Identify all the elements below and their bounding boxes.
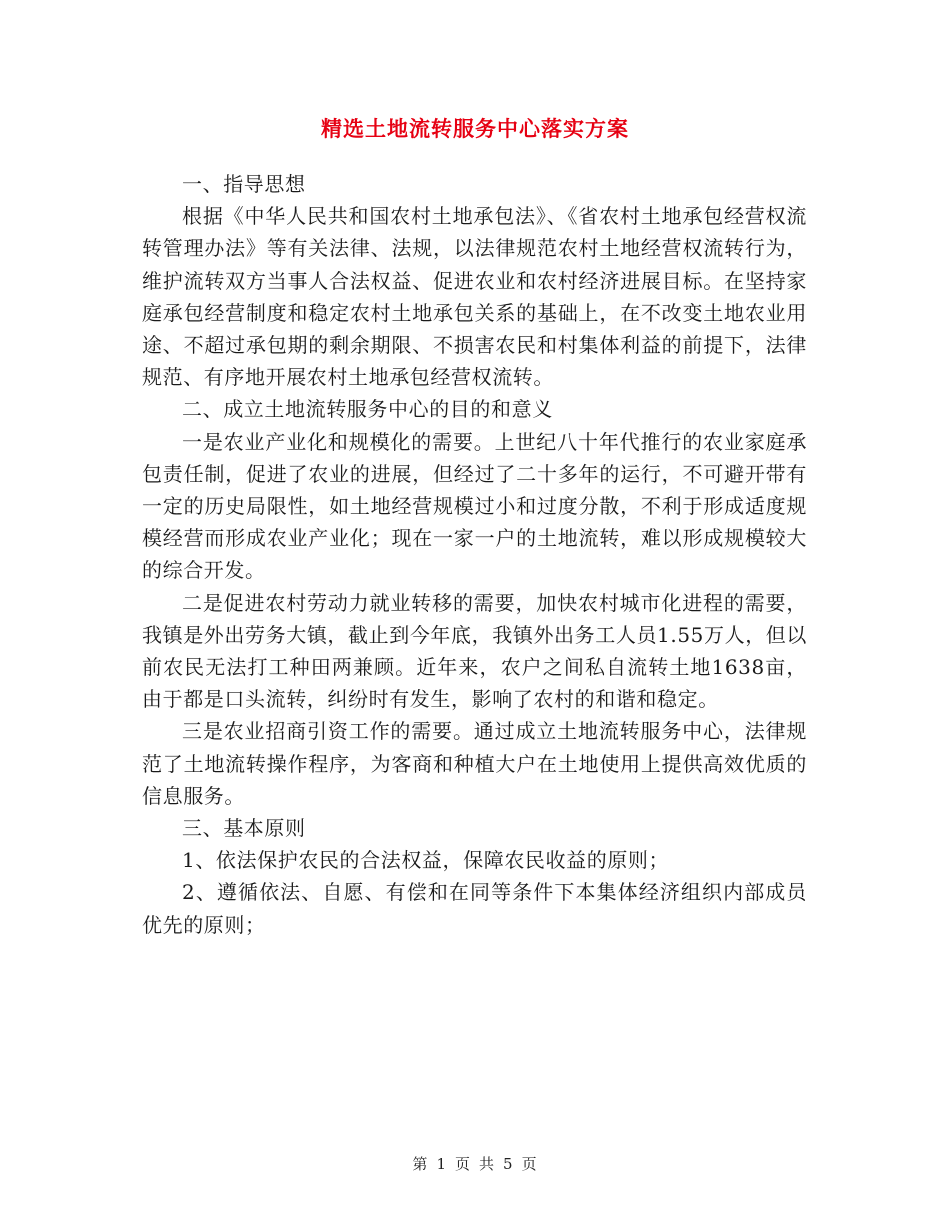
- paragraph-purpose-one: 一是农业产业化和规模化的需要。上世纪八十年代推行的农业家庭承包责任制，促进了农业的进展，但经过了二十多年的运行，不可避开带有一定的历史局限性，如土地经营规模过小和过度分散，不利于形成适度规模经营而形成农业产业化；现在一家一户的土地流转，难以形成规模较大的综合开发。: [142, 429, 807, 583]
- footer-total-unit: 页: [521, 1155, 538, 1173]
- footer-page-word: 第: [412, 1155, 429, 1173]
- section-heading-guiding-ideology: 一、指导思想: [182, 172, 306, 196]
- footer-total-pages: 5: [503, 1155, 514, 1173]
- paragraph-purpose-two: 二是促进农村劳动力就业转移的需要，加快农村城市化进程的需要，我镇是外出劳务大镇，截止到今年底，我镇外出务工人员1.55万人，但以前农民无法打工种田两兼顾。近年来，农户之间私自流转土地1638亩，由于都是口头流转，纠纷时有发生，影响了农村的和谐和稳定。: [142, 590, 807, 712]
- paragraph-legal-basis: 根据《中华人民共和国农村土地承包法》、《省农村土地承包经营权流转管理办法》等有关法律、法规，以法律规范农村土地经营权流转行为，维护流转双方当事人合法权益、促进农业和农村经济进展目标。在坚持家庭承包经营制度和稳定农村土地承包关系的基础上，在不改变土地农业用途、不超过承包期的剩余期限、不损害农民和村集体利益的前提下，法律规范、有序地开展农村土地承包经营权流转。: [142, 204, 807, 390]
- paragraph-purpose-three: 三是农业招商引资工作的需要。通过成立土地流转服务中心，法律规范了土地流转操作程序，为客商和种植大户在土地使用上提供高效优质的信息服务。: [142, 719, 807, 808]
- section-heading-purpose: 二、成立土地流转服务中心的目的和意义: [182, 397, 553, 422]
- page-footer: [0, 1153, 950, 1174]
- section-heading-principles: 三、基本原则: [182, 816, 306, 841]
- footer-total-word: 共: [479, 1155, 496, 1173]
- footer-page-number: 1: [436, 1155, 447, 1173]
- footer-page-unit: 页: [454, 1155, 471, 1173]
- principle-item-1: 1、依法保护农民的合法权益，保障农民收益的原则；: [182, 848, 670, 873]
- document-title: 精选土地流转服务中心落实方案: [321, 116, 629, 141]
- document-body: [142, 168, 807, 941]
- principle-item-2: 2、遵循依法、自愿、有偿和在同等条件下本集体经济组织内部成员优先的原则；: [142, 880, 807, 937]
